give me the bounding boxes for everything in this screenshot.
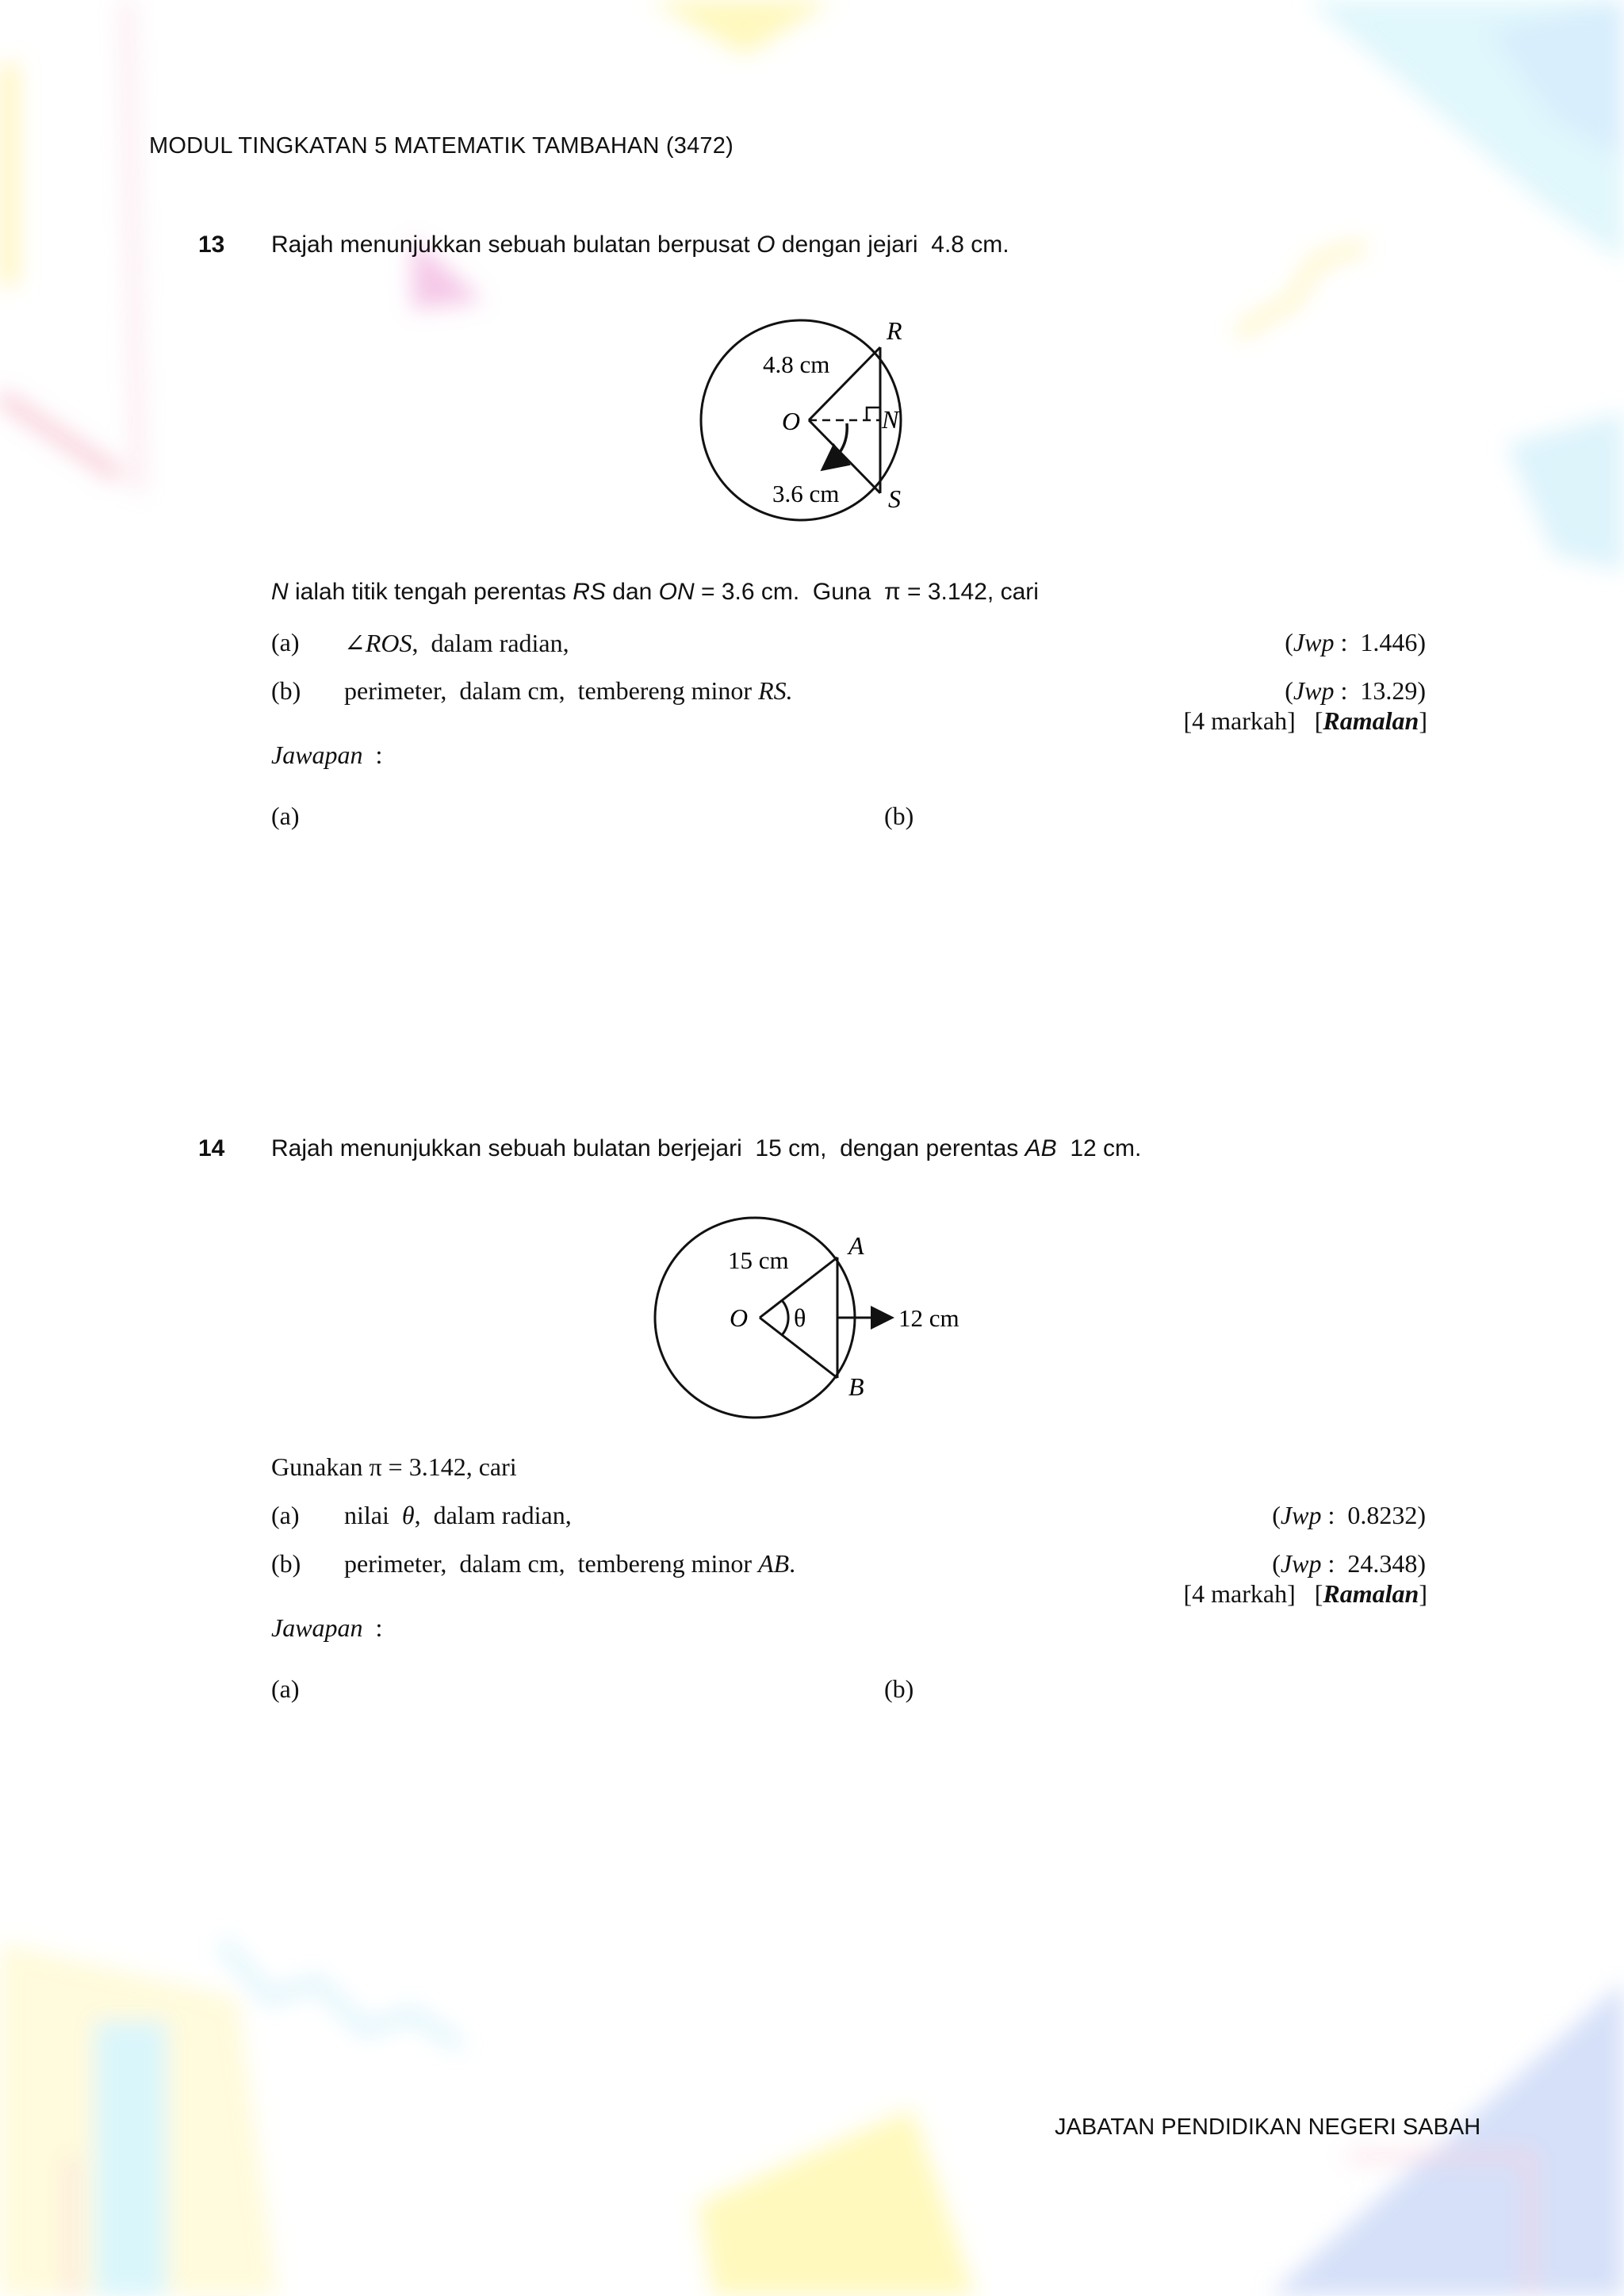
q14-tag: Ramalan xyxy=(1323,1579,1419,1608)
q13-stem-variable: O xyxy=(756,232,776,258)
q14-part-a-desc-1: nilai xyxy=(344,1501,402,1529)
q14-stem-part2: 12 cm. xyxy=(1056,1135,1142,1161)
q14-label-chord: 12 cm xyxy=(898,1304,959,1332)
q14-part-b-desc: perimeter, dalam cm, tembereng minor xyxy=(344,1549,759,1578)
question-13-stem xyxy=(271,232,1009,258)
q13-marks-line: [4 markah] [Ramalan] xyxy=(1183,706,1427,735)
q13-angle-ros: ∠ROS xyxy=(344,629,412,657)
q14-stem-variable: AB xyxy=(1025,1135,1057,1161)
q13-label-radius: 4.8 cm xyxy=(763,350,830,378)
q13-label-S: S xyxy=(888,484,901,513)
q14-part-a-label: (a) xyxy=(271,1501,300,1529)
question-14-number: 14 xyxy=(198,1135,225,1161)
q13-circle-diagram xyxy=(698,309,952,539)
q14-label-O: O xyxy=(730,1303,749,1332)
q14-circle-diagram xyxy=(650,1205,983,1427)
q13-info-text-2: dan xyxy=(605,579,659,605)
q13-part-a-desc: , dalam radian, xyxy=(412,629,569,657)
question-13-number: 13 xyxy=(198,232,225,258)
q13-marks: [4 markah] xyxy=(1183,706,1296,735)
q14-answer-colon: : xyxy=(362,1613,383,1642)
q14-label-A: A xyxy=(848,1231,864,1260)
q14-marks: [4 markah] xyxy=(1183,1579,1296,1608)
q13-info-text-1: ialah titik tengah perentas xyxy=(288,579,573,605)
q14-var-theta: θ xyxy=(401,1501,415,1529)
q14-part-b-label: (b) xyxy=(271,1549,301,1578)
q13-part-a-text xyxy=(344,628,569,658)
q14-part-a-text xyxy=(344,1501,572,1530)
q14-answer-heading xyxy=(271,1613,382,1643)
q13-label-N: N xyxy=(882,405,899,434)
q14-label-theta: θ xyxy=(794,1303,806,1332)
q14-part-b-answer-hint: (Jwp : 24.348) xyxy=(1272,1549,1426,1578)
q14-part-b-text xyxy=(344,1549,795,1578)
q13-tag: Ramalan xyxy=(1323,706,1419,735)
q13-part-b-text xyxy=(344,676,793,706)
q14-part-a-jwp-label: Jwp xyxy=(1280,1501,1322,1529)
q14-part-a-answer-hint: (Jwp : 0.8232) xyxy=(1272,1501,1426,1529)
q13-info-text-3: = 3.6 cm. Guna π = 3.142, cari xyxy=(694,579,1039,605)
q13-label-O: O xyxy=(782,407,801,435)
q13-stem-part2: dengan jejari 4.8 cm. xyxy=(775,232,1009,258)
q14-marks-line: [4 markah] [Ramalan] xyxy=(1183,1579,1427,1608)
q13-part-a-jwp-label: Jwp xyxy=(1293,628,1335,656)
q14-part-b-jwp-value: : 24.348) xyxy=(1321,1549,1426,1578)
q14-label-radius: 15 cm xyxy=(728,1246,789,1274)
q13-arrow-on xyxy=(825,423,847,468)
q13-var-rs: RS. xyxy=(758,676,793,705)
page-header: MODUL TINGKATAN 5 MATEMATIK TAMBAHAN (3472) xyxy=(149,133,733,159)
q13-part-a-jwp-value: : 1.446) xyxy=(1334,628,1426,656)
q14-part-a-jwp-value: : 0.8232) xyxy=(1321,1501,1426,1529)
q13-part-a-answer-hint: (Jwp : 1.446) xyxy=(1285,628,1426,656)
q13-var-N: N xyxy=(271,579,289,605)
q13-part-a-label: (a) xyxy=(271,628,300,656)
q13-answer-colon: : xyxy=(362,740,383,769)
q13-var-ON: ON xyxy=(658,579,695,605)
question-14-stem xyxy=(271,1135,1141,1162)
q14-angle-arc xyxy=(782,1300,788,1335)
q14-var-ab: AB xyxy=(758,1549,790,1578)
q13-right-angle-mark xyxy=(867,408,880,420)
q13-part-b-label: (b) xyxy=(271,676,301,705)
q13-part-b-jwp-value: : 13.29) xyxy=(1334,676,1426,705)
q13-part-b-answer-hint: (Jwp : 13.29) xyxy=(1285,676,1426,705)
q14-part-b-end: . xyxy=(789,1549,796,1578)
q13-part-b-desc: perimeter, dalam cm, tembereng minor xyxy=(344,676,759,705)
q13-answer-a: (a) xyxy=(271,802,300,830)
q14-answer-a: (a) xyxy=(271,1674,300,1703)
q14-answer-b: (b) xyxy=(884,1674,914,1703)
q13-given-info xyxy=(271,579,1039,606)
q13-label-on: 3.6 cm xyxy=(772,480,840,507)
q14-label-B: B xyxy=(848,1372,864,1401)
q14-given-info: Gunakan π = 3.142, cari xyxy=(271,1452,517,1481)
q14-part-a-desc-2: , dalam radian, xyxy=(414,1501,572,1529)
q13-label-R: R xyxy=(887,316,902,345)
q13-stem-part1: Rajah menunjukkan sebuah bulatan berpusat xyxy=(271,232,757,258)
q13-answer-label: Jawapan xyxy=(271,740,363,769)
q13-part-b-jwp-label: Jwp xyxy=(1293,676,1335,705)
q14-answer-label: Jawapan xyxy=(271,1613,363,1642)
q14-part-b-jwp-label: Jwp xyxy=(1280,1549,1322,1578)
q13-answer-b: (b) xyxy=(884,802,914,830)
page-footer: JABATAN PENDIDIKAN NEGERI SABAH xyxy=(1055,2114,1481,2140)
q13-var-RS: RS xyxy=(573,579,606,605)
q14-stem-part1: Rajah menunjukkan sebuah bulatan berjejari 15 cm, dengan perentas xyxy=(271,1135,1025,1161)
q13-answer-heading xyxy=(271,740,382,770)
